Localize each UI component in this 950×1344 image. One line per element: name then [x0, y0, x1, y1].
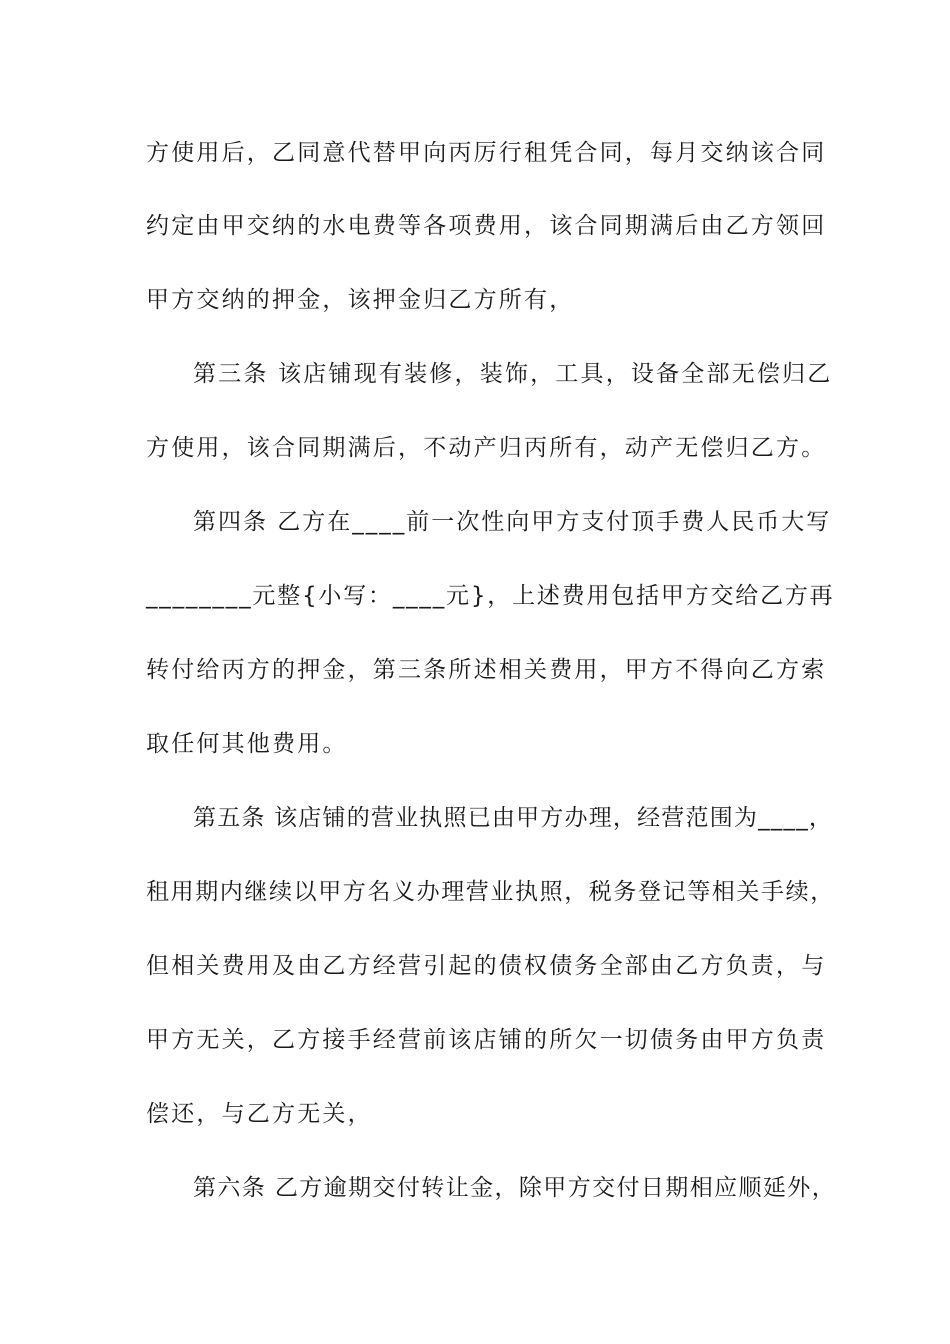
text-line: 甲方无关，乙方接手经营前该店铺的所欠一切债务由甲方负责: [146, 1027, 827, 1053]
text-line: 方使用后，乙同意代替甲向丙厉行租凭合同，每月交纳该合同: [146, 140, 827, 166]
article-6-heading-line: 第六条 乙方逾期交付转让金，除甲方交付日期相应顺延外，: [193, 1175, 837, 1201]
text-line: ________元整{小写：____元}，上述费用包括甲方交给乙方再: [146, 583, 835, 609]
text-line: 方使用，该合同期满后，不动产归丙所有，动产无偿归乙方。: [146, 435, 827, 461]
article-4-heading-line: 第四条 乙方在____前一次性向甲方支付顶手费人民币大写: [193, 509, 832, 535]
article-5-heading-line: 第五条 该店铺的营业执照已由甲方办理，经营范围为____，: [193, 805, 834, 831]
text-line: 但相关费用及由乙方经营引起的债权债务全部由乙方负责，与: [146, 953, 827, 979]
text-line: 取任何其他费用。: [146, 731, 348, 757]
text-line: 约定由甲交纳的水电费等各项费用，该合同期满后由乙方领回: [146, 213, 827, 239]
text-line: 甲方交纳的押金，该押金归乙方所有，: [146, 287, 575, 313]
text-line: 转付给丙方的押金，第三条所述相关费用，甲方不得向乙方索: [146, 657, 827, 683]
text-line: 偿还，与乙方无关，: [146, 1101, 373, 1127]
article-3-heading-line: 第三条 该店铺现有装修，装饰，工具，设备全部无偿归乙: [193, 361, 833, 387]
text-line: 租用期内继续以甲方名义办理营业执照，税务登记等相关手续，: [146, 879, 835, 905]
